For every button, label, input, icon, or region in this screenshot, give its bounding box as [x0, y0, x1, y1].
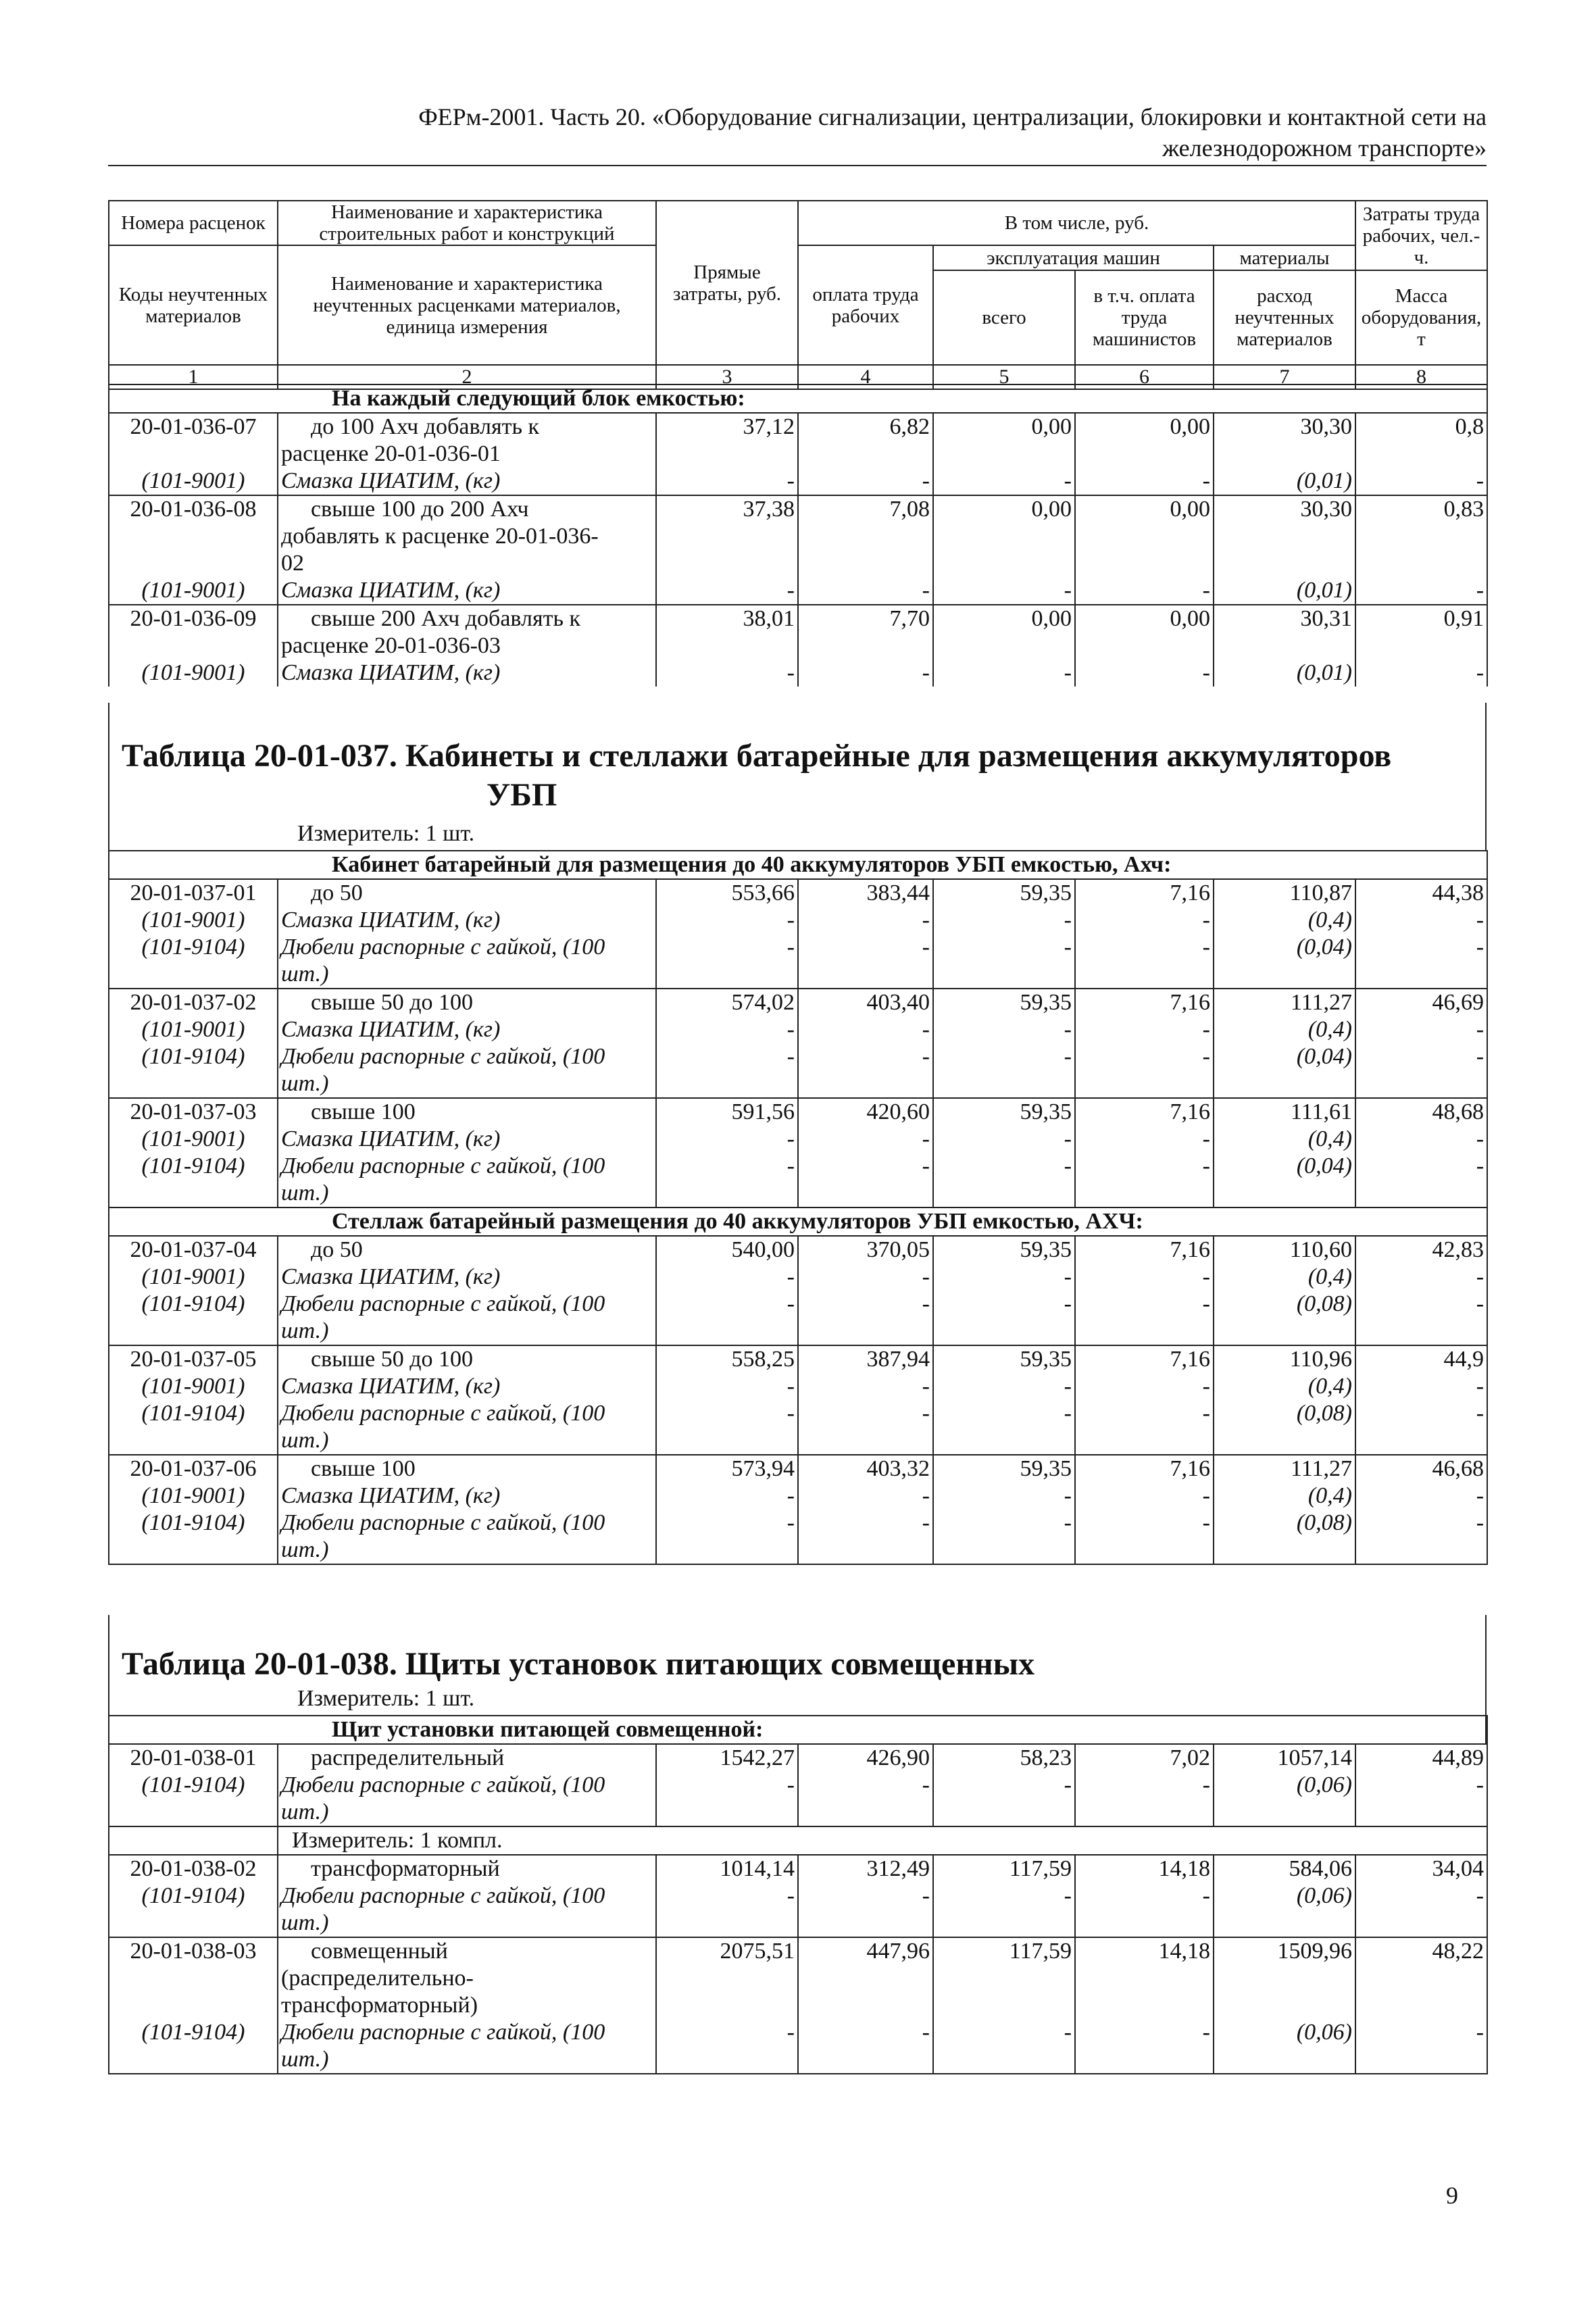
material-row: (101-9104) Дюбели распорные с гайкой, (100 - - - - (0,04) - — [109, 934, 1487, 961]
table-row: 20-01-037-06 свыше 100 573,94 403,32 59,35 7,16 111,27 46,68 — [109, 1455, 1487, 1483]
group-heading: Стеллаж батарейный размещения до 40 аккумуляторов УБП емкостью, АХЧ: — [278, 1208, 1487, 1236]
table-row: 20-01-038-02 трансформаторный 1014,14 312,49 117,59 14,18 584,06 34,04 — [109, 1855, 1487, 1883]
page-number: 9 — [1446, 2182, 1458, 2209]
col8-top: Затраты труда рабочих, чел.-ч. — [1355, 201, 1487, 270]
table-038-title: Таблица 20-01-038. Щиты установок питающих совмещенных — [122, 1646, 1035, 1682]
material-row: (101-9001) Смазка ЦИАТИМ, (кг) - - - - (0,4) - — [109, 907, 1487, 934]
material-row: (101-9104) Дюбели распорные с гайкой, (100 - - - - (0,04) - — [109, 1043, 1487, 1070]
table-038: Щит установки питающей совмещенной: 20-01-038-01 распределительный 1542,27 426,90 58,23 7,02 1057,14 44,89 (101-9104) Дюбели распорные с гайкой, (100 - - - - (0,06) - шт.) Измеритель: 1 компл. 20-01-038-02 трансформаторный 1014,14 312,49 117,59 14,18 584,06 34,04 (101-9104) Дюбели распорные с гайкой, (100 - - - - (0,06) - шт.) 20-01-038-03 совмещенный 2075,51 447,96 117,59 14,18 1509,96 48,22 (распределительно- трансформаторный) (101-9104) Дюбели распорные с гайкой, (100 - - - - (0,06) - шт.) — [108, 1715, 1488, 2074]
table-row: 20-01-037-03 свыше 100 591,56 420,60 59,35 7,16 111,61 48,68 — [109, 1098, 1487, 1126]
material-row: (101-9104) Дюбели распорные с гайкой, (100 - - - - (0,08) - — [109, 1400, 1487, 1427]
col-number-5: 5 — [933, 365, 1075, 389]
table-row: 20-01-036-08 свыше 100 до 200 Ахч 37,38 7,08 0,00 0,00 30,30 0,83 — [109, 495, 1487, 523]
material-row: (101-9104) Дюбели распорные с гайкой, (100 - - - - (0,06) - — [109, 1772, 1487, 1799]
material-row: (101-9001) Смазка ЦИАТИМ, (кг) - - - - (0,01) - — [109, 659, 1487, 687]
col6-operators: в т.ч. оплата труда машинистов — [1075, 270, 1214, 365]
running-header — [230, 101, 1487, 164]
col-number-1: 1 — [109, 365, 278, 389]
col4-labor: оплата труда рабочих — [798, 245, 933, 365]
frame-line-left — [108, 703, 109, 851]
col8-bottom: Масса оборудования, т — [1355, 270, 1487, 365]
col-number-7: 7 — [1214, 365, 1355, 389]
table-row: 20-01-037-05 свыше 50 до 100 558,25 387,94 59,35 7,16 110,96 44,9 — [109, 1345, 1487, 1373]
material-row: (101-9104) Дюбели распорные с гайкой, (100 - - - - (0,04) - — [109, 1153, 1487, 1180]
col-number-3: 3 — [656, 365, 798, 389]
material-row: (101-9104) Дюбели распорные с гайкой, (100 - - - - (0,08) - — [109, 1510, 1487, 1537]
table-038-meter-2: Измеритель: 1 компл. — [278, 1826, 1487, 1855]
col-number-2: 2 — [278, 365, 656, 389]
group-heading: Щит установки питающей совмещенной: — [278, 1716, 1487, 1744]
header-line-2: железнодорожном транспорте» — [1162, 134, 1487, 161]
col2-bottom: Наименование и характеристика неучтенных расценками материалов, единица измерения — [278, 245, 656, 365]
frame-line-right — [1485, 703, 1487, 851]
col5-total: всего — [933, 270, 1075, 365]
material-row: (101-9001) Смазка ЦИАТИМ, (кг) - - - - (0,4) - — [109, 1126, 1487, 1153]
table-036-continuation: На каждый следующий блок емкостью: 20-01-036-07 до 100 Ахч добавлять к 37,12 6,82 0,00 0,00 30,30 0,8 расценке 20-01-036-01 (101-9001) Смазка ЦИАТИМ, (кг) - - - - (0,01) - 20-01-036-08 свыше 100 до 200 Ахч 37,38 7,08 0,00 0,00 30,30 0,83 добавлять к расценке 20-01-036- 02 (101-9001) Смазка ЦИАТИМ, (кг) - - - - (0,01) - 20-01-036-09 свыше 200 Ахч добавлять к 38,01 7,70 0,00 0,00 30,31 0,91 расценке 20-01-036-03 (101-9001) Смазка ЦИАТИМ, (кг) - - - - (0,01) - — [108, 384, 1488, 687]
material-row: (101-9001) Смазка ЦИАТИМ, (кг) - - - - (0,01) - — [109, 577, 1487, 605]
material-row: (101-9104) Дюбели распорные с гайкой, (100 - - - - (0,06) - — [109, 1883, 1487, 1910]
col3-direct-costs: Прямые затраты, руб. — [656, 201, 798, 365]
material-row: (101-9001) Смазка ЦИАТИМ, (кг) - - - - (0,4) - — [109, 1483, 1487, 1510]
table-row: 20-01-036-09 свыше 200 Ахч добавлять к 38,01 7,70 0,00 0,00 30,31 0,91 — [109, 605, 1487, 632]
material-row: (101-9001) Смазка ЦИАТИМ, (кг) - - - - (0,01) - — [109, 468, 1487, 495]
table-row: 20-01-037-01 до 50 553,66 383,44 59,35 7,16 110,87 44,38 — [109, 879, 1487, 907]
table-038-meter: Измеритель: 1 шт. — [297, 1686, 475, 1711]
table-037: Кабинет батарейный для размещения до 40 аккумуляторов УБП емкостью, Ахч: 20-01-037-01 до 50 553,66 383,44 59,35 7,16 110,87 44,38 (101-9001) Смазка ЦИАТИМ, (кг) - - - - (0,4) - (101-9104) Дюбели распорные с гайкой, (100 - - - - (0,04) - шт.) 20-01-037-02 свыше 50 до 100 574,02 403,40 59,35 7,16 111,27 46,69 (101-9001) Смазка ЦИАТИМ, (кг) - - - - (0,4) - (101-9104) Дюбели распорные с гайкой, (100 - - - - (0,04) - шт.) 20-01-037-03 свыше 100 591,56 420,60 59,35 7,16 111,61 48,68 (101-9001) Смазка ЦИАТИМ, (кг) - - - - (0,4) - (101-9104) Дюбели распорные с гайкой, (100 - - - - (0,04) - шт.) Стеллаж батарейный размещения до 40 аккумуляторов УБП емкостью, АХЧ: 20-01-037-04 до 50 540,00 370,05 59,35 7,16 110,60 42,83 (101-9001) Смазка ЦИАТИМ, (кг) - - - - (0,4) - (101-9104) Дюбели распорные с гайкой, (100 - - - - (0,08) - шт.) 20-01-037-05 свыше 50 до 100 558,25 387,94 59,35 7,16 110,96 44,9 (101-9001) Смазка ЦИАТИМ, (кг) - - - - (0,4) - (101-9104) Дюбели распорные с гайкой, (100 - - - - (0,08) - шт.) 20-01-037-06 свыше 100 573,94 403,32 59,35 7,16 111,27 46,68 (101-9001) Смазка ЦИАТИМ, (кг) - - - - (0,4) - (101-9104) Дюбели распорные с гайкой, (100 - - - - (0,08) - шт.) — [108, 850, 1488, 1565]
table-row: 20-01-036-07 до 100 Ахч добавлять к 37,12 6,82 0,00 0,00 30,30 0,8 — [109, 413, 1487, 441]
col1-bottom: Коды неучтенных материалов — [109, 245, 278, 365]
material-row: (101-9001) Смазка ЦИАТИМ, (кг) - - - - (0,4) - — [109, 1373, 1487, 1400]
material-row: (101-9001) Смазка ЦИАТИМ, (кг) - - - - (0,4) - — [109, 1264, 1487, 1291]
table-037-meter: Измеритель: 1 шт. — [297, 821, 475, 846]
col-number-8: 8 — [1355, 365, 1487, 389]
col-number-6: 6 — [1075, 365, 1214, 389]
col-incl-header: В том числе, руб. — [798, 201, 1355, 245]
col-materials-header: материалы — [1214, 245, 1355, 270]
material-row: (101-9104) Дюбели распорные с гайкой, (100 - - - - (0,06) - — [109, 2019, 1487, 2046]
col2-top: Наименование и характеристика строительных работ и конструкций — [278, 201, 656, 245]
col1-top: Номера расценок — [109, 201, 278, 245]
col-number-4: 4 — [798, 365, 933, 389]
col7-materials: расход неучтенных материалов — [1214, 270, 1355, 365]
table-row: 20-01-038-03 совмещенный 2075,51 447,96 117,59 14,18 1509,96 48,22 — [109, 1937, 1487, 1965]
column-header-table — [108, 200, 1488, 390]
table-row: 20-01-038-01 распределительный 1542,27 426,90 58,23 7,02 1057,14 44,89 — [109, 1744, 1487, 1772]
table-row: 20-01-037-02 свыше 50 до 100 574,02 403,40 59,35 7,16 111,27 46,69 — [109, 989, 1487, 1016]
material-row: (101-9001) Смазка ЦИАТИМ, (кг) - - - - (0,4) - — [109, 1016, 1487, 1043]
table-row: 20-01-037-04 до 50 540,00 370,05 59,35 7,16 110,60 42,83 — [109, 1236, 1487, 1264]
material-row: (101-9104) Дюбели распорные с гайкой, (100 - - - - (0,08) - — [109, 1291, 1487, 1318]
group-heading: На каждый следующий блок емкостью: — [278, 384, 1487, 413]
table-037-title: Таблица 20-01-037. Кабинеты и стеллажи батарейные для размещения аккумуляторов УБП — [122, 738, 1392, 813]
header-rule — [108, 165, 1487, 166]
header-line-1: ФЕРм-2001. Часть 20. «Оборудование сигнализации, централизации, блокировки и контактной сети на — [418, 103, 1487, 130]
group-heading: Кабинет батарейный для размещения до 40 аккумуляторов УБП емкостью, Ахч: — [278, 851, 1487, 879]
col-machines-header: эксплуатация машин — [933, 245, 1214, 270]
